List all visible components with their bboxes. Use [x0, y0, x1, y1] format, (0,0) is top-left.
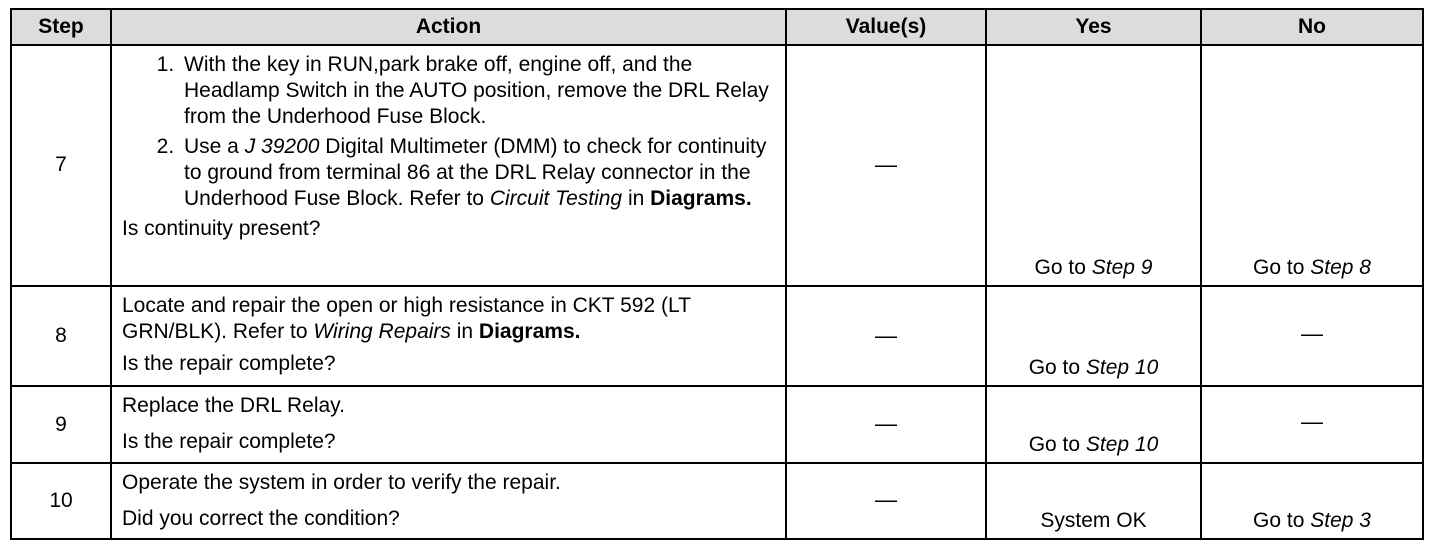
action-step-text: With the key in RUN,park brake off, engine off, and the Headlamp Switch in the AUTO position, remove the DRL Relay from the Underhood Fuse Block. [184, 53, 769, 128]
no-cell [1201, 386, 1423, 462]
yes-step-link[interactable]: Step 9 [1091, 255, 1153, 279]
yes-cell [986, 386, 1201, 462]
no-cell [1201, 45, 1423, 286]
header-action: Action [111, 9, 786, 45]
action-cell [111, 463, 786, 539]
yes-prefix: Go to [1028, 356, 1086, 380]
no-dash: — [1301, 409, 1323, 435]
no-prefix: Go to [1253, 509, 1311, 532]
no-prefix: Go to [1253, 255, 1311, 279]
action-cell [111, 386, 786, 462]
no-cell [1201, 286, 1423, 386]
action-question: Did you correct the condition? [122, 506, 400, 530]
header-values: Value(s) [786, 9, 986, 45]
value-cell [786, 386, 986, 462]
diagnostic-table [10, 8, 1424, 540]
no-dash: — [1301, 320, 1323, 346]
action-text: Digital Multimeter (DMM) to check for continuity to ground from terminal 86 at the DRL Relay connector in the Underhood Fuse Block. Refer to [184, 135, 767, 210]
yes-step-link[interactable]: Step 10 [1085, 432, 1159, 456]
no-cell [1201, 463, 1423, 539]
table-row-step-10 [11, 463, 1423, 539]
table-row-step-9 [11, 386, 1423, 462]
value-dash: — [875, 487, 897, 513]
doc-section-reference: Diagrams. [650, 187, 752, 210]
action-cell [111, 45, 786, 286]
value-cell [786, 286, 986, 386]
action-instruction [122, 293, 775, 345]
step-number: 9 [11, 386, 111, 462]
table-row-step-8 [11, 286, 1423, 386]
value-cell [786, 45, 986, 286]
action-step-item [180, 134, 775, 212]
action-instruction: Replace the DRL Relay. [122, 394, 345, 418]
value-dash: — [875, 322, 897, 348]
value-dash: — [875, 411, 897, 437]
yes-cell [986, 45, 1201, 286]
header-step: Step [11, 9, 111, 45]
action-steps-list [122, 52, 775, 212]
action-text: in [622, 187, 651, 210]
doc-reference: Circuit Testing [489, 187, 623, 210]
action-instruction: Operate the system in order to verify the repair. [122, 470, 561, 494]
action-question: Is the repair complete? [122, 351, 336, 375]
action-question: Is the repair complete? [122, 430, 336, 454]
yes-step-link[interactable]: Step 10 [1085, 356, 1159, 380]
action-text: in [450, 319, 479, 343]
header-yes: Yes [986, 9, 1201, 45]
table-row-step-7 [11, 45, 1423, 286]
action-cell [111, 286, 786, 386]
action-text: Use a [184, 135, 245, 158]
header-row [11, 9, 1423, 45]
yes-cell [986, 463, 1201, 539]
action-text: Locate and repair the open or high resistance in CKT 592 (LT GRN/BLK). Refer to [122, 293, 691, 343]
action-question: Is continuity present? [122, 217, 321, 240]
yes-cell [986, 286, 1201, 386]
doc-reference: Wiring Repairs [313, 319, 451, 343]
header-no: No [1201, 9, 1423, 45]
no-step-link[interactable]: Step 3 [1310, 509, 1371, 532]
yes-result: System OK [1040, 509, 1147, 532]
doc-section-reference: Diagrams. [478, 319, 581, 343]
action-step-item [180, 52, 775, 130]
yes-prefix: Go to [1028, 432, 1086, 456]
step-number: 7 [11, 45, 111, 286]
no-step-link[interactable]: Step 8 [1310, 255, 1371, 279]
step-number: 8 [11, 286, 111, 386]
yes-prefix: Go to [1034, 255, 1092, 279]
step-number: 10 [11, 463, 111, 539]
tool-reference: J 39200 [244, 135, 320, 158]
value-dash: — [875, 151, 897, 177]
value-cell [786, 463, 986, 539]
